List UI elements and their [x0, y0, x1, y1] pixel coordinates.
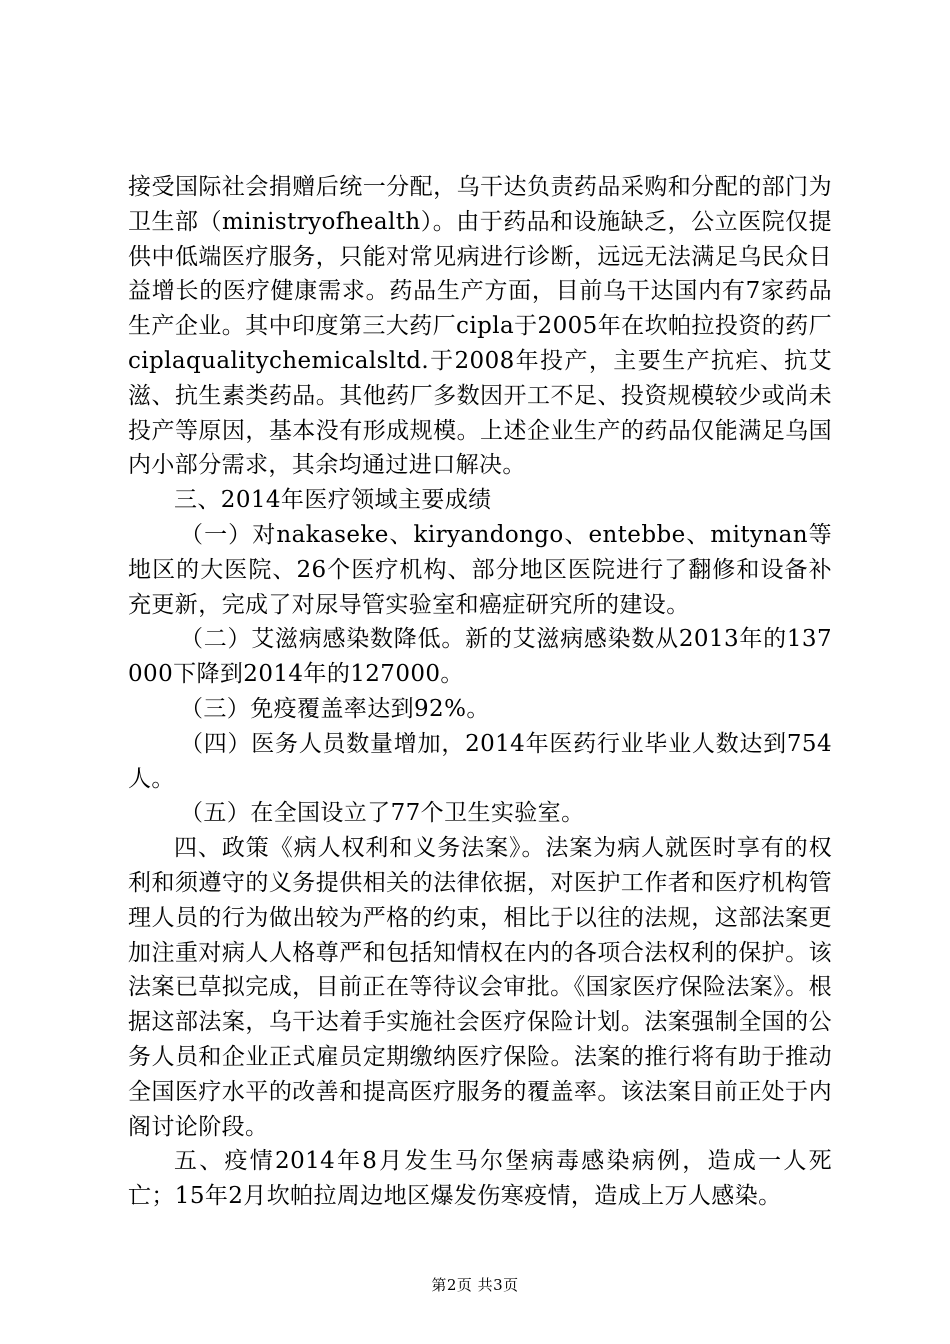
paragraph-achievement-1: （一）对nakaseke、kiryandongo、entebbe、mitynan等地区的大医院、26个医疗机构、部分地区医院进行了翻修和设备补充更新，完成了对尿导管实验室和癌症研究所的建设。 — [128, 521, 832, 618]
page-footer: 第2页 共3页 — [431, 1276, 519, 1294]
paragraph-achievement-2: （二）艾滋病感染数降低。新的艾滋病感染数从2013年的137000下降到2014年的127000。 — [128, 626, 832, 688]
document-body — [128, 170, 832, 1214]
paragraph-policy: 四、政策《病人权利和义务法案》。法案为病人就医时享有的权利和须遵守的义务提供相关的法律依据，对医护工作者和医疗机构管理人员的行为做出较为严格的约束，相比于以往的法规，这部法案更加注重对病人人格尊严和包括知情权在内的各项合法权利的保护。该法案已草拟完成，目前正在等待议会审批。《国家医疗保险法案》。根据这部法案，乌干达着手实施社会医疗保险计划。法案强制全国的公务人员和企业正式雇员定期缴纳医疗保险。法案的推行将有助于推动全国医疗水平的改善和提高医疗服务的覆盖率。该法案目前正处于内阁讨论阶段。 — [128, 835, 832, 1140]
paragraph-epidemic: 五、疫情2014年8月发生马尔堡病毒感染病例，造成一人死亡；15年2月坎帕拉周边地区爆发伤寒疫情，造成上万人感染。 — [128, 1148, 832, 1210]
paragraph-achievement-3: （三）免疫覆盖率达到92%。 — [180, 695, 490, 722]
paragraph-intro: 接受国际社会捐赠后统一分配，乌干达负责药品采购和分配的部门为卫生部（ministryofhealth）。由于药品和设施缺乏，公立医院仅提供中低端医疗服务，只能对常见病进行诊断，远远无法满足乌民众日益增长的医疗健康需求。药品生产方面，目前乌干达国内有7家药品生产企业。其中印度第三大药厂cipla于2005年在坎帕拉投资的药厂ciplaqualitychemicalsltd.于2008年投产，主要生产抗疟、抗艾滋、抗生素类药品。其他药厂多数因开工不足、投资规模较少或尚未投产等原因，基本没有形成规模。上述企业生产的药品仅能满足乌国内小部分需求，其余均通过进口解决。 — [128, 174, 832, 479]
section-heading-achievements: 三、2014年医疗领域主要成绩 — [174, 487, 492, 514]
paragraph-achievement-5: （五）在全国设立了77个卫生实验室。 — [180, 800, 585, 827]
paragraph-achievement-4: （四）医务人员数量增加，2014年医药行业毕业人数达到754人。 — [128, 730, 832, 792]
